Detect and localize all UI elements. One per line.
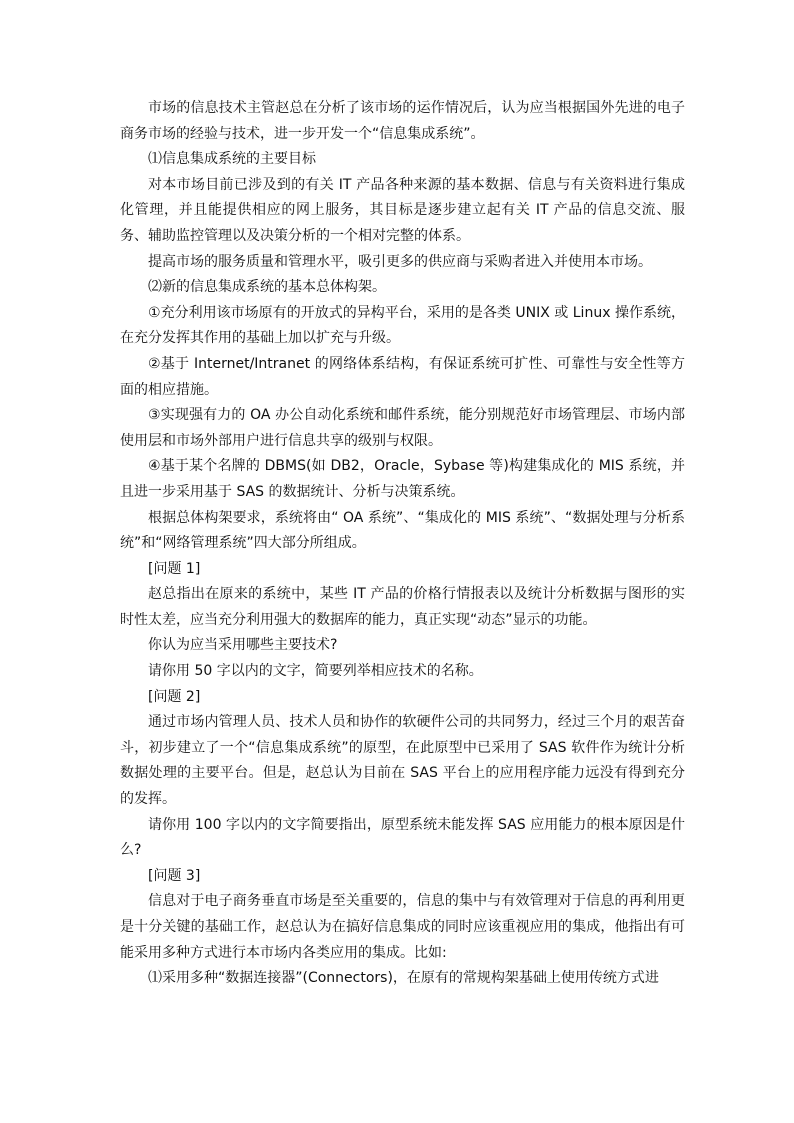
paragraph-goals-1: 对本市场目前已涉及到的有关 IT 产品各种来源的基本数据、信息与有关资料进行集成化管理，并且能提供相应的网上服务，其目标是逐步建立起有关 IT 产品的信息交流、服务、辅助监控管理以及决策分析的一个相对完整的体系。: [120, 176, 685, 244]
document-body: [120, 96, 685, 992]
question-3-heading: [问题 3]: [148, 867, 201, 884]
question-3-item-1: ⑴采用多种“数据连接器”(Connectors)，在原有的常规构架基础上使用传统方式进: [148, 970, 659, 987]
question-2-instruction: 请你用 100 字以内的文字简要指出，原型系统未能发挥 SAS 应用能力的根本原因是什么?: [120, 816, 685, 859]
paragraph-architecture-3: ③实现强有力的 OA 办公自动化系统和邮件系统，能分别规范好市场管理层、市场内部使用层和市场外部用户进行信息共享的级别与权限。: [120, 407, 685, 449]
paragraph-goals-2: 提高市场的服务质量和管理水平，吸引更多的供应商与采购者进入并使用本市场。: [148, 253, 652, 270]
paragraph-architecture-4: ④基于某个名牌的 DBMS(如 DB2，Oracle，Sybase 等)构建集成化的 MIS 系统，并且进一步采用基于 SAS 的数据统计、分析与决策系统。: [120, 458, 685, 500]
question-1-instruction: 请你用 50 字以内的文字，简要列举相应技术的名称。: [148, 663, 483, 680]
question-1-heading: [问题 1]: [148, 560, 201, 577]
paragraph-architecture-2: ②基于 Internet/Intranet 的网络体系结构，有保证系统可扩性、可靠性与安全性等方面的相应措施。: [120, 355, 685, 398]
paragraph-architecture-summary: 根据总体构架要求，系统将由“ OA 系统”、“集成化的 MIS 系统”、“数据处理与分析系统”和“网络管理系统”四大部分所组成。: [120, 509, 685, 552]
question-3-body: 信息对于电子商务垂直市场是至关重要的，信息的集中与有效管理对于信息的再利用更是十分关键的基础工作，赵总认为在搞好信息集成的同时应该重视应用的集成，他指出有可能采用多种方式进行本市场内各类应用的集成。比如:: [120, 893, 685, 961]
question-2-heading: [问题 2]: [148, 688, 201, 705]
question-2-body: 通过市场内管理人员、技术人员和协作的软硬件公司的共同努力，经过三个月的艰苦奋斗，初步建立了一个“信息集成系统”的原型，在此原型中已采用了 SAS 软件作为统计分析数据处理的主要平台。但是，赵总认为目前在 SAS 平台上的应用程序能力远没有得到充分的发挥。: [120, 714, 685, 808]
paragraph-architecture-1: ①充分利用该市场原有的开放式的异构平台，采用的是各类 UNIX 或 Linux 操作系统，在充分发挥其作用的基础上加以扩充与升级。: [120, 304, 685, 347]
question-1-body: 赵总指出在原来的系统中，某些 IT 产品的价格行情报表以及统计分析数据与图形的实时性太差，应当充分利用强大的数据库的能力，真正实现“动态”显示的功能。: [120, 586, 685, 628]
question-1-prompt: 你认为应当采用哪些主要技术?: [148, 637, 338, 654]
heading-architecture: ⑵新的信息集成系统的基本总体构架。: [148, 279, 386, 296]
heading-goals: ⑴信息集成系统的主要目标: [148, 151, 316, 168]
paragraph-intro: 市场的信息技术主管赵总在分析了该市场的运作情况后，认为应当根据国外先进的电子商务市场的经验与技术，进一步开发一个“信息集成系统”。: [120, 100, 685, 142]
